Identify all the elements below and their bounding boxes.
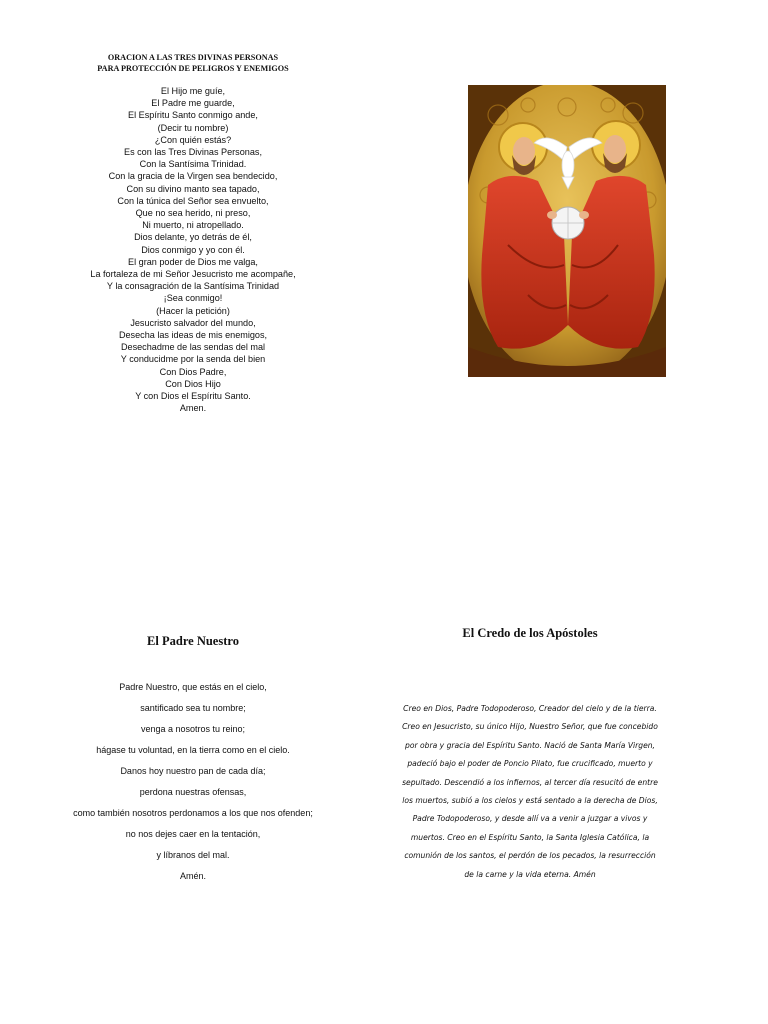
padre-line: Padre Nuestro, que estás en el cielo, <box>119 682 267 692</box>
prayer-line: Con Dios Hijo <box>165 378 221 389</box>
padre-nuestro-body <box>40 681 346 891</box>
holy-trinity-painting <box>468 85 666 377</box>
prayer-line: Dios conmigo y yo con él. <box>141 244 245 255</box>
credo-line: Padre Todopoderoso, y desde allí va a venir a juzgar a vivos y <box>412 814 648 824</box>
prayer-line: El Hijo me guíe, <box>160 86 226 96</box>
prayer-line: Desechadme de las sendas del mal <box>120 342 266 353</box>
prayer-title <box>40 52 346 74</box>
prayer-line: Con la túnica del Señor sea envuelto, <box>117 195 269 206</box>
padre-line: Danos hoy nuestro pan de cada día; <box>120 766 266 776</box>
prayer-line: Amen. <box>179 403 207 414</box>
prayer-line: El Padre me guarde, <box>151 98 235 109</box>
prayer-title-line-1: ORACION A LAS TRES DIVINAS PERSONAS <box>107 53 279 62</box>
padre-line: y líbranos del mal. <box>156 850 230 860</box>
prayer-line: Con su divino manto sea tapado, <box>126 183 260 194</box>
credo-line: comunión de los santos, el perdón de los pecados, la resurrección <box>404 851 656 861</box>
credo-line: Creo en Dios, Padre Todopoderoso, Creador del cielo y de la tierra. <box>403 704 657 713</box>
credo-line: padeció bajo el poder de Poncio Pilato, fue crucificado, muerto y <box>407 759 653 769</box>
prayer-line: Y conducidme por la senda del bien <box>120 354 266 365</box>
prayer-line: Y con Dios el Espíritu Santo. <box>135 391 251 402</box>
padre-line: no nos dejes caer en la tentación, <box>125 829 261 839</box>
padre-line: hágase tu voluntad, en la tierra como en el cielo. <box>96 745 290 755</box>
prayer-line: Con Dios Padre, <box>159 366 227 377</box>
prayer-line: Jesucristo salvador del mundo, <box>130 317 256 328</box>
credo-line: sepultado. Descendió a los infiernos, al tercer día resucitó de entre <box>402 777 658 787</box>
prayer-line: ¡Sea conmigo! <box>163 293 223 304</box>
prayer-line: Que no sea herido, ni preso, <box>135 208 251 219</box>
credo-line: por obra y gracia del Espíritu Santo. Nació de Santa María Virgen, <box>405 740 655 750</box>
prayer-line: Con la gracia de la Virgen sea bendecido, <box>108 171 278 182</box>
prayer-line: La fortaleza de mi Señor Jesucristo me acompañe, <box>90 269 296 280</box>
prayer-title-line-2: PARA PROTECCIÓN DE PELIGROS Y ENEMIGOS <box>97 64 289 73</box>
prayer-line: ¿Con quién estás? <box>154 134 232 145</box>
padre-line: Amén. <box>179 871 206 881</box>
padre-line: venga a nosotros tu reino; <box>140 724 246 734</box>
prayer-line: Es con las Tres Divinas Personas, <box>124 147 262 158</box>
credo-line: los muertos, subió a los cielos y está sentado a la derecha de Dios, <box>402 796 658 806</box>
prayer-line: El gran poder de Dios me valga, <box>128 256 258 267</box>
prayer-line: Desecha las ideas de mis enemigos, <box>118 330 268 341</box>
prayer-line: (Decir tu nombre) <box>157 122 229 133</box>
credo-body <box>392 700 668 884</box>
prayer-line: Ni muerto, ni atropellado. <box>142 220 244 231</box>
padre-line: como también nosotros perdonamos a los que nos ofenden; <box>73 808 313 818</box>
prayer-line: Y la consagración de la Santísima Trinidad <box>106 281 280 292</box>
credo-line: de la carne y la vida eterna. Amén <box>464 869 596 879</box>
prayer-line: El Espíritu Santo conmigo ande, <box>128 110 258 121</box>
prayer-line: (Hacer la petición) <box>156 305 230 316</box>
padre-nuestro-title: El Padre Nuestro <box>147 634 239 648</box>
prayer-body <box>40 85 346 414</box>
credo-line: muertos. Creo en el Espíritu Santo, la Santa Iglesia Católica, la <box>410 832 650 842</box>
prayer-line: Dios delante, yo detrás de él, <box>134 232 252 243</box>
padre-line: santificado sea tu nombre; <box>140 703 246 713</box>
credo-line: Creo en Jesucristo, su único Hijo, Nuestro Señor, que fue concebido <box>402 722 658 732</box>
padre-line: perdona nuestras ofensas, <box>139 787 247 797</box>
prayer-line: Con la Santísima Trinidad. <box>139 159 247 170</box>
credo-title: El Credo de los Apóstoles <box>462 626 598 640</box>
